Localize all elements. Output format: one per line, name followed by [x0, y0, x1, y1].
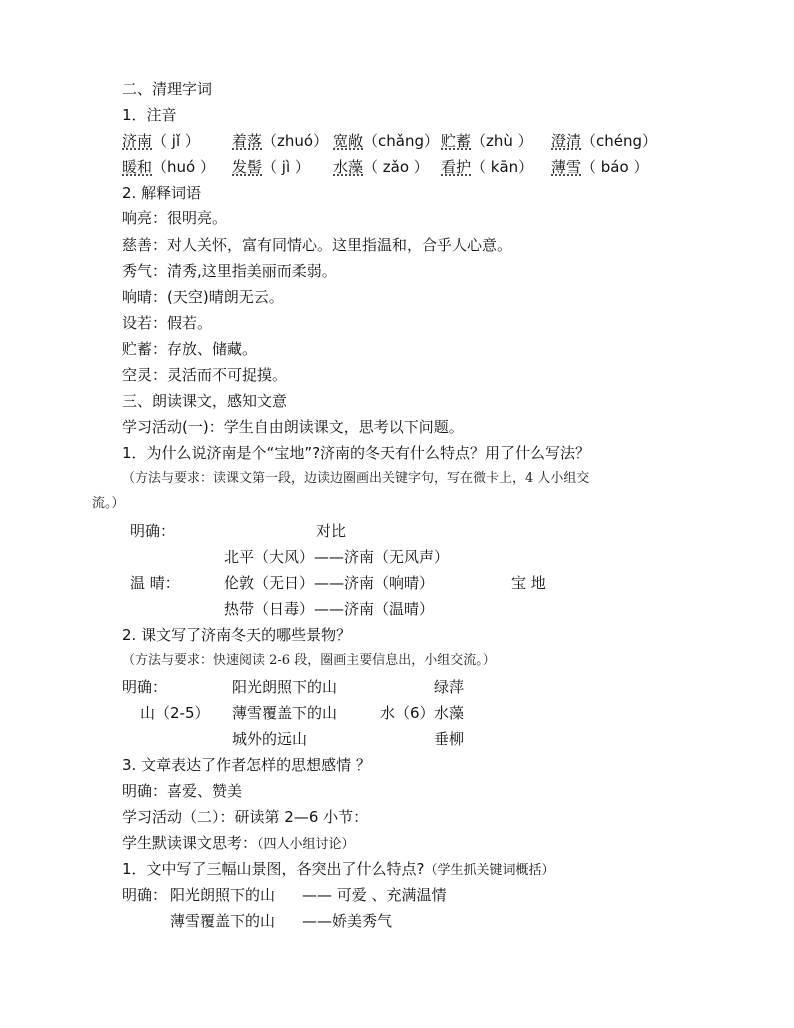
contrast-label: 对比	[316, 522, 347, 540]
subheading-definitions: 2. 解释词语	[122, 184, 202, 202]
warm-sunny-label: 温 晴：	[130, 574, 180, 592]
contrast-row: 伦敦（无日）——济南（响晴）	[224, 574, 435, 592]
pinyin-reading: （chǎng）	[363, 132, 439, 150]
activity-heading: 学习活动(一)：学生自由朗读课文，思考以下问题。	[122, 418, 464, 436]
pinyin-reading: （ kān）	[471, 158, 534, 176]
scene-feature: —— 可爱 、充满温情	[302, 886, 447, 904]
mountain-item: 阳光朗照下的山	[232, 678, 338, 696]
pinyin-word: 看护	[441, 158, 472, 176]
pinyin-item	[441, 157, 533, 177]
pinyin-word: 济南	[122, 132, 153, 150]
activity-heading: 学习活动（二）：研读第 2—6 小节：	[122, 808, 369, 826]
definition-line: 设若：假若。	[122, 314, 213, 332]
pinyin-item	[122, 157, 215, 177]
pinyin-word: 宽敞	[333, 132, 364, 150]
pinyin-item	[122, 131, 200, 151]
water-item: 水藻	[434, 704, 465, 722]
pinyin-item	[232, 157, 310, 177]
pinyin-word: 薄雪	[551, 158, 582, 176]
section-heading: 三、朗读课文，感知文意	[122, 392, 288, 410]
think-note: （四人小组讨论）	[257, 837, 355, 852]
mountain-label: 山（2-5）	[140, 704, 210, 722]
pinyin-reading: （zhù ）	[471, 132, 533, 150]
question-line: 1．为什么说济南是个“宝地”?济南的冬天有什么特点？用了什么写法？	[122, 444, 591, 462]
subheading-pronunciation: 1．注音	[122, 106, 177, 124]
definition-line: 慈善：对人关怀，富有同情心。这里指温和，合乎人心意。	[122, 236, 513, 254]
pinyin-reading: （ báo ）	[581, 158, 649, 176]
definition-line: 空灵：灵活而不可捉摸。	[122, 366, 288, 384]
pinyin-item	[333, 157, 429, 177]
definition-line: 贮蓄：存放、储藏。	[122, 340, 258, 358]
pinyin-item	[232, 131, 328, 151]
answer-label: 明确：	[130, 522, 176, 540]
water-item: 垂柳	[434, 730, 465, 748]
pinyin-word: 发髻	[232, 158, 263, 176]
water-item: 绿萍	[434, 678, 465, 696]
definition-line: 响晴：(天空)晴朗无云。	[122, 288, 284, 306]
definition-line: 秀气：清秀,这里指美丽而柔弱。	[122, 262, 337, 280]
pinyin-item	[551, 157, 648, 177]
question-line	[122, 859, 555, 881]
scene-feature: ——娇美秀气	[302, 912, 393, 930]
pinyin-reading: （chéng）	[581, 132, 658, 150]
pinyin-item	[333, 131, 439, 151]
pinyin-word: 澄清	[551, 132, 582, 150]
water-label: 水（6）	[380, 704, 435, 722]
pinyin-word: 水藻	[333, 158, 364, 176]
think-line	[122, 833, 355, 855]
answer-label: 明确：	[122, 886, 168, 904]
answer-label: 明确：	[122, 678, 168, 696]
question-text: 1．文中写了三幅山景图，各突出了什么特点?	[122, 860, 425, 878]
method-note: （方法与要求：快速阅读 2-6 段，圈画主要信息出，小组交流。）	[122, 653, 496, 668]
method-note: （方法与要求：读课文第一段，边读边圈画出关键字句，写在微卡上，4 人小组交	[122, 471, 590, 486]
question-line: 2. 课文写了济南冬天的哪些景物？	[122, 626, 352, 644]
pinyin-word: 暖和	[122, 158, 153, 176]
contrast-row: 热带（日毒）——济南（温晴）	[224, 600, 435, 618]
pinyin-reading: （ zǎo ）	[363, 158, 429, 176]
method-note-continued: 流。）	[92, 496, 125, 511]
pinyin-reading: （ jì ）	[262, 158, 310, 176]
pinyin-item	[551, 131, 657, 151]
contrast-row: 北平（大风）——济南（无风声）	[224, 548, 450, 566]
answer-line: 明确：喜爱、赞美	[122, 782, 243, 800]
pinyin-word: 着落	[232, 132, 263, 150]
pinyin-reading: （ jǐ ）	[152, 132, 200, 150]
mountain-item: 城外的远山	[232, 730, 308, 748]
question-line: 3. 文章表达了作者怎样的思想感情 ？	[122, 756, 371, 774]
pinyin-reading: （zhuó）	[262, 132, 329, 150]
scene-name: 阳光朗照下的山	[170, 886, 276, 904]
treasure-land-label: 宝 地	[511, 574, 546, 592]
definition-line: 响亮：很明亮。	[122, 209, 228, 227]
question-note: （学生抓关键词概括）	[424, 863, 555, 878]
scene-name: 薄雪覆盖下的山	[170, 912, 276, 930]
mountain-item: 薄雪覆盖下的山	[232, 704, 338, 722]
pinyin-item	[441, 131, 533, 151]
pinyin-reading: （huó ）	[152, 158, 215, 176]
section-heading: 二、清理字词	[122, 80, 213, 98]
think-text: 学生默读课文思考：	[122, 834, 258, 852]
pinyin-word: 贮蓄	[441, 132, 472, 150]
